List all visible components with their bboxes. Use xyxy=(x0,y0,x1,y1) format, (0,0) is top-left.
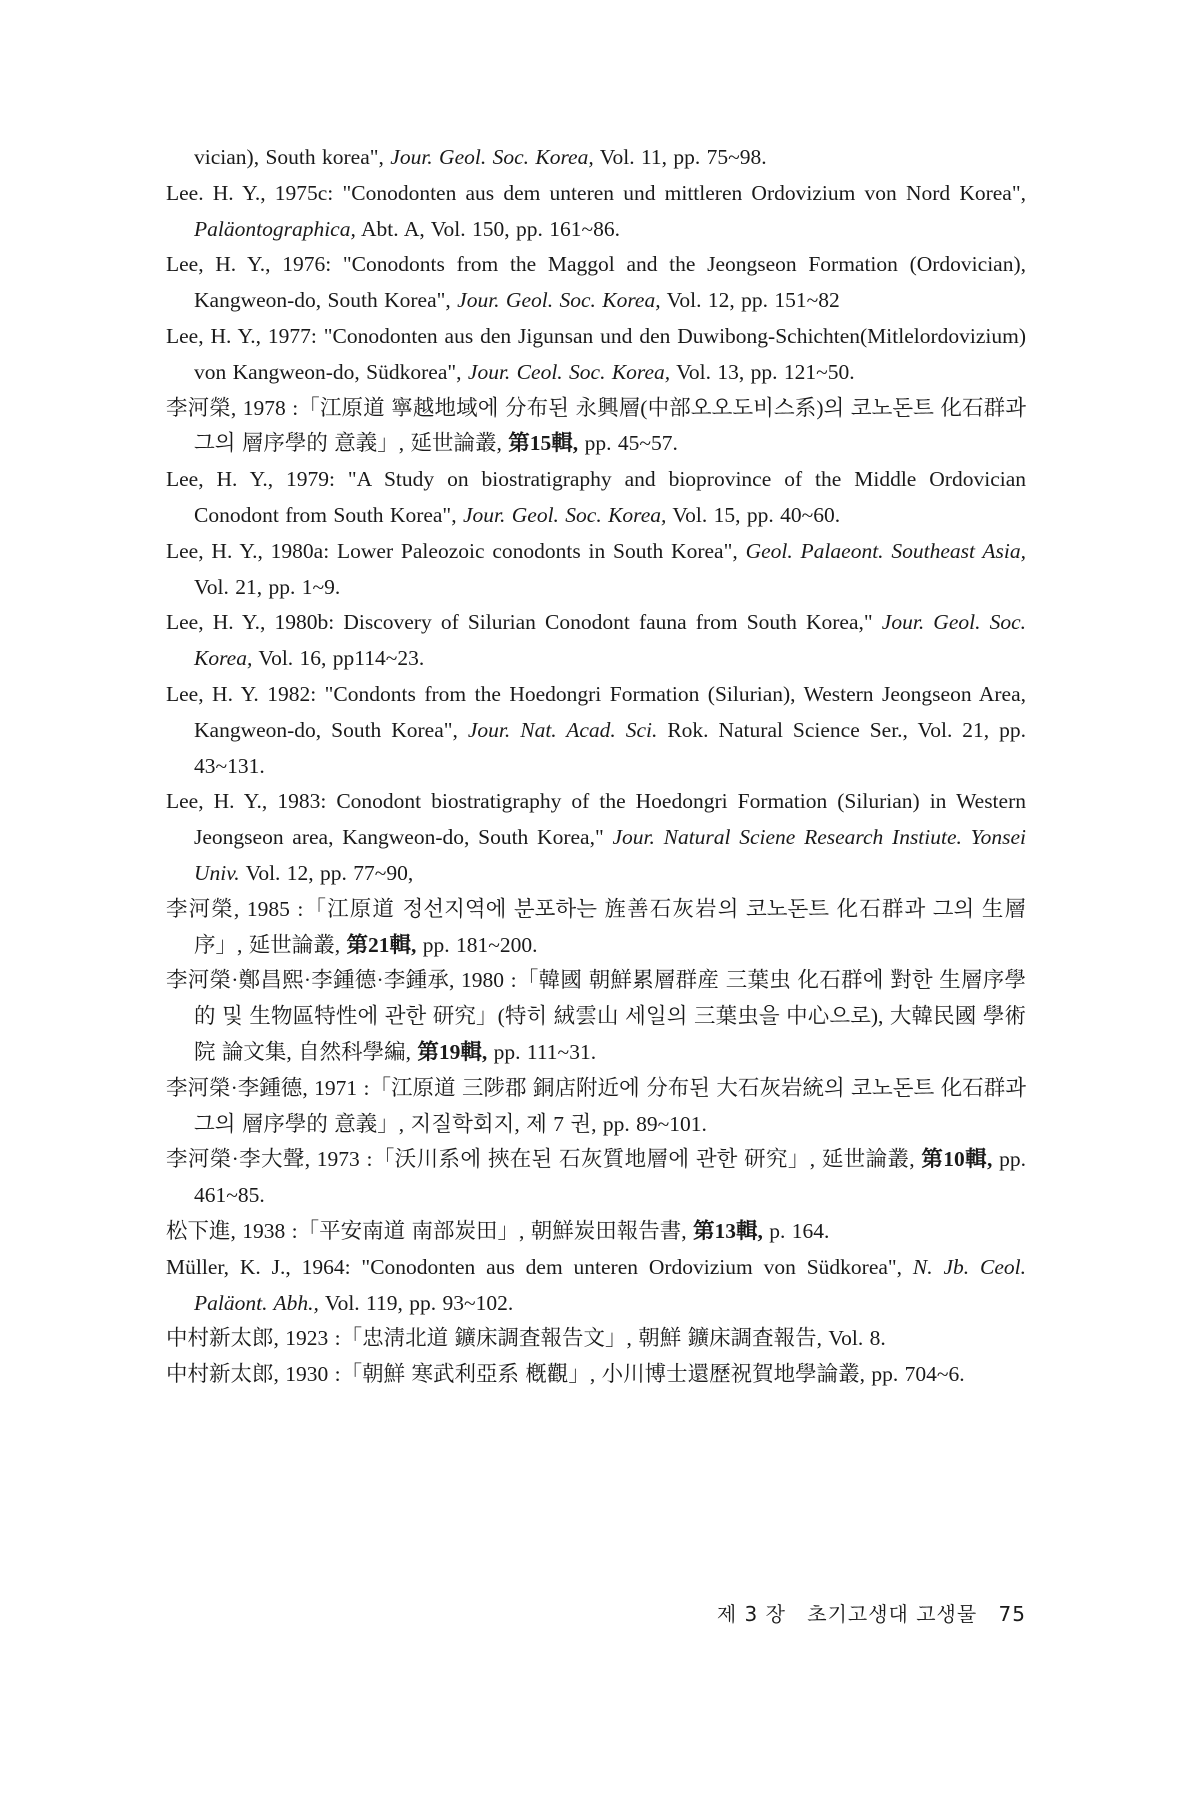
reference-entry xyxy=(166,391,1026,463)
reference-entry xyxy=(166,784,1026,891)
reference-text: 松下進, 1938 :「平安南道 南部炭田」, 朝鮮炭田報告書, xyxy=(166,1218,693,1243)
reference-text: Jour. Geol. Soc. Korea, xyxy=(457,288,661,313)
reference-text: Abt. A, Vol. 150, pp. 161~86. xyxy=(355,216,620,241)
reference-text: pp. 45~57. xyxy=(578,431,678,456)
reference-text: Jour. Geol. Soc. Korea, xyxy=(194,610,1027,671)
reference-entry xyxy=(166,1142,1026,1214)
reference-entry xyxy=(166,534,1026,606)
reference-entry xyxy=(166,1321,1026,1357)
reference-text: vician), South korea", xyxy=(194,145,391,169)
reference-entry xyxy=(166,963,1026,1070)
footer-section: 초기고생대 고생물 xyxy=(807,1602,978,1626)
reference-text: Jour. Nat. Acad. Sci. xyxy=(467,717,658,742)
reference-entry xyxy=(166,462,1026,534)
reference-text: Vol. 13, pp. 121~50. xyxy=(670,359,855,384)
reference-text: 中村新太郎, 1930 :「朝鮮 寒武利亞系 槪觀」, 小川博士還歷祝賀地學論叢, pp. 704~6. xyxy=(166,1362,965,1387)
page-footer xyxy=(166,1598,1026,1627)
reference-text: Lee, H. Y., 1979: "A Study on biostratigraphy and bioprovince of the Middle Ordovician Conodont from South Korea", xyxy=(166,467,1026,527)
reference-text: Lee, H. Y., 1983: Conodont biostratigraphy of the Hoedongri Formation (Silurian) in Western Jeongseon area, Kangweon-do, South Korea," xyxy=(166,789,1026,850)
reference-text: Jour. Geol. Soc. Korea, xyxy=(462,502,667,527)
reference-text: Jour. Ceol. Soc. Korea, xyxy=(467,359,671,384)
reference-text: Geol. Palaeont. Southeast Asia, xyxy=(745,538,1026,563)
reference-entry xyxy=(166,1214,1026,1250)
reference-text: pp. 461~85. xyxy=(194,1147,1027,1208)
reference-text: Lee. H. Y., 1975c: "Conodonten aus dem unteren und mittleren Ordovizium von Nord Korea", xyxy=(166,180,1026,205)
reference-text: Paläontographica, xyxy=(194,216,356,241)
reference-text: Rok. Natural Science Ser., Vol. 21, pp. 43~131. xyxy=(194,717,1026,778)
reference-text: Lee, H. Y. 1982: "Condonts from the Hoedongri Formation (Silurian), Western Jeongseon Area, Kangweon-do, South Korea", xyxy=(166,681,1026,742)
reference-entry xyxy=(166,1071,1026,1143)
footer-chapter: 제 3 장 xyxy=(716,1602,786,1626)
reference-list xyxy=(166,140,1026,1393)
reference-text: p. 164. xyxy=(762,1218,830,1243)
reference-entry xyxy=(166,247,1026,319)
reference-entry xyxy=(166,1250,1026,1322)
reference-text: pp. 181~200. xyxy=(416,932,538,957)
page-number: 75 xyxy=(998,1602,1026,1626)
reference-text: Vol. 21, pp. 1~9. xyxy=(194,574,341,599)
reference-text: Müller, K. J., 1964: "Conodonten aus dem unteren Ordovizium von Südkorea", xyxy=(166,1254,913,1279)
reference-entry xyxy=(166,140,1026,176)
reference-text: 中村新太郎, 1923 :「忠淸北道 鑛床調査報告文」, 朝鮮 鑛床調査報告, Vol. 8. xyxy=(166,1326,886,1351)
reference-entry xyxy=(166,176,1026,248)
reference-text: 第10輯, xyxy=(921,1147,993,1172)
reference-text: 第21輯, xyxy=(346,932,417,957)
reference-text: Vol. 11, pp. 75~98. xyxy=(593,145,767,169)
reference-entry xyxy=(166,1357,1026,1393)
reference-text: 第13輯, xyxy=(692,1218,763,1243)
reference-entry xyxy=(166,605,1026,677)
reference-text: 李河榮, 1978 :「江原道 寧越地域에 分布된 永興層(中部오오도비스系)의 코노돈트 化石群과 그의 層序學的 意義」, 延世論叢, xyxy=(166,395,1026,456)
reference-text: Lee, H. Y., 1977: "Conodonten aus den Jigunsan und den Duwibong-Schichten(Mitlelordovizium) von Kangweon-do, Südkorea", xyxy=(166,323,1026,384)
reference-entry xyxy=(166,319,1026,391)
reference-entry xyxy=(166,677,1026,784)
reference-text: Lee, H. Y., 1980b: Discovery of Silurian Conodont fauna from South Korea," xyxy=(166,610,882,635)
reference-text: Lee, H. Y., 1980a: Lower Paleozoic conodonts in South Korea", xyxy=(166,538,746,563)
reference-text: Vol. 12, pp. 77~90, xyxy=(239,860,414,885)
reference-text: 李河榮·李大聲, 1973 :「沃川系에 挾在된 石灰質地層에 관한 研究」, 延世論叢, xyxy=(166,1147,922,1172)
reference-text: N. Jb. Ceol. Paläont. Abh., xyxy=(194,1254,1026,1315)
reference-text: Jour. Geol. Soc. Korea, xyxy=(390,145,594,169)
reference-text: 李河榮, 1985 :「江原道 정선지역에 분포하는 旌善石灰岩의 코노돈트 化石群과 그의 生層序」, 延世論叢, xyxy=(166,896,1026,957)
reference-text: Vol. 12, pp. 151~82 xyxy=(660,288,840,313)
reference-text: 第19輯, xyxy=(417,1039,488,1064)
reference-text: 第15輯, xyxy=(508,431,579,456)
reference-text: pp. 111~31. xyxy=(487,1039,597,1064)
reference-entry xyxy=(166,892,1026,964)
reference-text: 李河榮·李鍾德, 1971 :「江原道 三陟郡 銅店附近에 分布된 大石灰岩統의 코노돈트 化石群과 그의 層序學的 意義」, 지질학회지, 제 7 권, pp. 89~101. xyxy=(166,1075,1026,1136)
reference-text: Vol. 16, pp114~23. xyxy=(252,646,425,671)
reference-text: Lee, H. Y., 1976: "Conodonts from the Maggol and the Jeongseon Formation (Ordovician), Kangweon-do, South Korea", xyxy=(166,252,1026,313)
reference-text: Vol. 119, pp. 93~102. xyxy=(318,1290,514,1315)
reference-text: 李河榮·鄭昌熙·李鍾德·李鍾承, 1980 :「韓國 朝鮮累層群産 三葉虫 化石群에 對한 生層序學的 및 生物區特性에 관한 研究」(特히 絨雲山 세일의 三葉虫을 中心으로), 大韓民國 學術院 論文集, 自然科學編, xyxy=(166,968,1026,1064)
reference-text: Jour. Natural Sciene Research Instiute. Yonsei Univ. xyxy=(194,825,1026,885)
reference-text: Vol. 15, pp. 40~60. xyxy=(666,502,841,527)
